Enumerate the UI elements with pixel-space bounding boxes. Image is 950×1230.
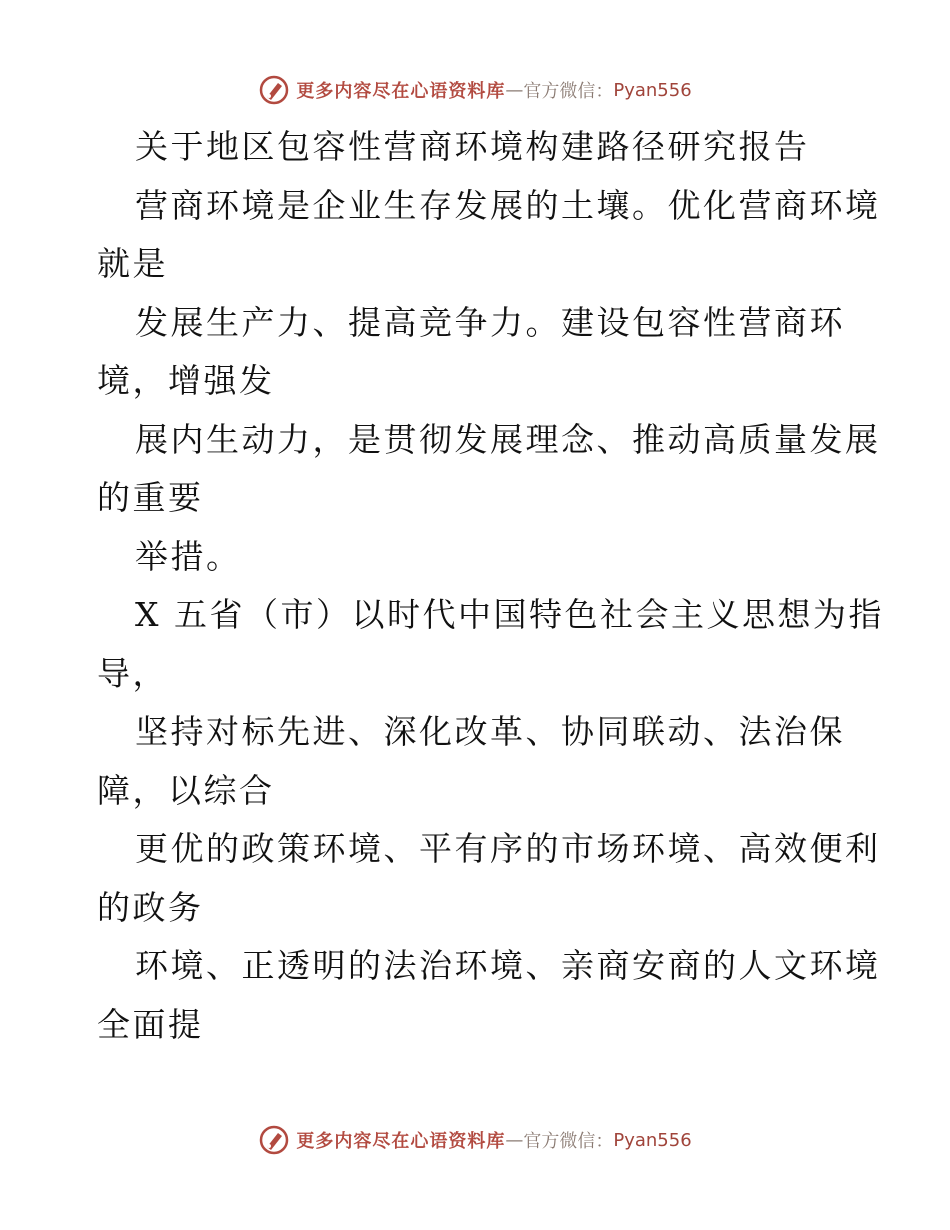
banner-wechat-label: 官方微信： — [523, 1131, 614, 1152]
text-line: 的重要 — [97, 478, 204, 517]
text-line: 的政务 — [97, 887, 204, 927]
text-line: 营商环境是企业生存发展的土壤。优化营商环境 — [135, 185, 881, 225]
document-body — [97, 118, 884, 1054]
banner-dash: — — [505, 79, 524, 101]
text-line: 环境、正透明的法治环境、亲商安商的人文环境 — [135, 946, 881, 985]
document-title: 关于地区包容性营商环境构建路径研究报告 — [135, 127, 810, 166]
banner-dash: — — [505, 1129, 524, 1151]
text-line: X 五省（市）以时代中国特色社会主义思想为指 — [135, 595, 884, 634]
header-banner — [0, 70, 950, 110]
banner-handle: Pyan556 — [613, 1129, 692, 1151]
banner-text: 更多内容尽在心语资料库 — [296, 81, 506, 102]
banner-text: 更多内容尽在心语资料库 — [296, 1131, 506, 1152]
banner-handle: Pyan556 — [613, 79, 692, 101]
text-line: 全面提 — [97, 1004, 204, 1044]
banner-wechat-label: 官方微信： — [523, 81, 614, 102]
text-line: 导， — [97, 653, 168, 693]
text-line: 境，增强发 — [97, 361, 275, 400]
pen-logo-icon — [258, 1124, 290, 1156]
text-line: 展内生动力，是贯彻发展理念、推动高质量发展 — [135, 419, 881, 459]
text-line: 坚持对标先进、深化改革、协同联动、法治保 — [135, 712, 845, 751]
pen-logo-icon — [258, 74, 290, 106]
footer-banner — [0, 1120, 950, 1160]
text-line: 发展生产力、提高竞争力。建设包容性营商环 — [135, 302, 845, 342]
text-line: 就是 — [97, 244, 168, 283]
text-line: 举措。 — [135, 536, 242, 576]
text-line: 障，以综合 — [97, 770, 275, 810]
text-line: 更优的政策环境、平有序的市场环境、高效便利 — [135, 829, 881, 868]
